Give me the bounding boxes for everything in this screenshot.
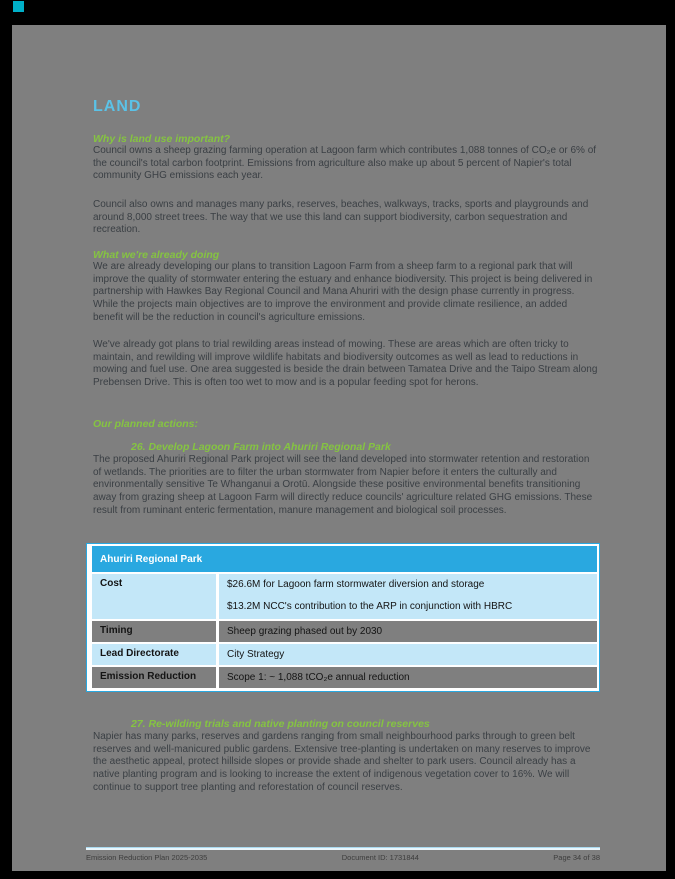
table-value-lead-directorate: City Strategy — [219, 644, 597, 665]
corner-accent-square — [13, 1, 24, 12]
table-row-cost — [92, 574, 597, 619]
paragraph-why-1: Council owns a sheep grazing farming operation at Lagoon farm which contributes 1,088 tonnes of CO₂e or 6% of the council's total carbon footprint. Emissions from agriculture also make up about 5 percent of Napier's total community GHG emissions each year. — [93, 145, 597, 182]
action-summary-table — [86, 543, 600, 692]
table-row-timing — [92, 621, 597, 642]
table-label-emission-reduction: Emission Reduction — [92, 667, 216, 688]
heading-action-27: 27. Re-wilding trials and native planting on council reserves — [131, 718, 430, 730]
table-label-cost: Cost — [92, 574, 216, 619]
paragraph-action-27: Napier has many parks, reserves and gardens ranging from small neighbourhood parks through to green belt reserves and well-manicured public gardens. Extensive tree-planting is undertaken on many reserves to improve the aesthetic appeal, protect hillside slopes or provide shade and shelter to park users. Council already has a native planting program and is looking to increase the extent of indigenous vegetation cover to 16%. We will continue to support tree planting and reforestation of council reserves. — [93, 731, 591, 793]
table-value-emission-reduction: Scope 1: ~ 1,088 tCO₂e annual reduction — [219, 667, 597, 688]
footer-document-id: Document ID: 1731844 — [341, 853, 419, 862]
heading-action-26: 26. Develop Lagoon Farm into Ahuriri Regional Park — [131, 441, 391, 453]
page-title: LAND — [93, 98, 142, 115]
page-footer — [86, 853, 600, 862]
footer-document-name: Emission Reduction Plan 2025-2035 — [86, 853, 208, 862]
paragraph-doing-1: We are already developing our plans to transition Lagoon Farm from a sheep farm to a regional park that will improve the quality of stormwater entering the estuary and enhance biodiversity. This project is being delivered in partnership with Hawkes Bay Regional Council and Mana Ahuriri with the design phase currently in progress. While the projects main objectives are to improve the environment and provide climate resilience, an added benefit will be the reduction in council's agriculture emissions. — [93, 261, 593, 323]
cost-line-2: $13.2M NCC's contribution to the ARP in conjunction with HBRC — [227, 601, 513, 612]
cost-line-1: $26.6M for Lagoon farm stormwater diversion and storage — [227, 579, 485, 590]
paragraph-action-26: The proposed Ahuriri Regional Park project will see the land developed into stormwater retention and restoration of wetlands. The priorities are to filter the urban stormwater from Napier before it enters the culturally and environmentally sensitive Te Whanganui a Orotū. Alongside these positive environmental benefits transitioning away from grazing sheep at Lagoon Farm will directly reduce councils' agriculture related GHG emissions. These result from ruminant enteric fermentation, manure management and biological soil processes. — [93, 454, 593, 516]
heading-planned-actions: Our planned actions: — [93, 418, 199, 430]
heading-already-doing: What we're already doing — [93, 249, 220, 261]
document-page — [12, 25, 666, 871]
table-value-timing: Sheep grazing phased out by 2030 — [219, 621, 597, 642]
table-row-emission-reduction — [92, 667, 597, 688]
paragraph-doing-2: We've already got plans to trial rewilding areas instead of mowing. These are areas which are often tricky to maintain, and rewilding will improve wildlife habitats and biodiversity outcomes as well as lead to reductions in mowing and fuel use. One area suggested is beside the drain between Tamatea Drive and the Taipo Stream along Prebensen Drive. This is often too wet to mow and is a popular feeding spot for herons. — [93, 339, 598, 389]
paragraph-why-2: Council also owns and manages many parks, reserves, beaches, walkways, tracks, sports and playgrounds and around 8,000 street trees. The way that we use this land can support biodiversity, carbon sequestration and recreation. — [93, 199, 589, 236]
table-title: Ahuriri Regional Park — [92, 546, 597, 572]
table-label-timing: Timing — [92, 621, 216, 642]
table-label-lead-directorate: Lead Directorate — [92, 644, 216, 665]
footer-page-number: Page 34 of 38 — [553, 853, 600, 862]
table-row-lead-directorate — [92, 644, 597, 665]
table-value-cost — [219, 574, 597, 619]
heading-why-land-use: Why is land use important? — [93, 133, 231, 145]
footer-divider — [86, 847, 600, 850]
